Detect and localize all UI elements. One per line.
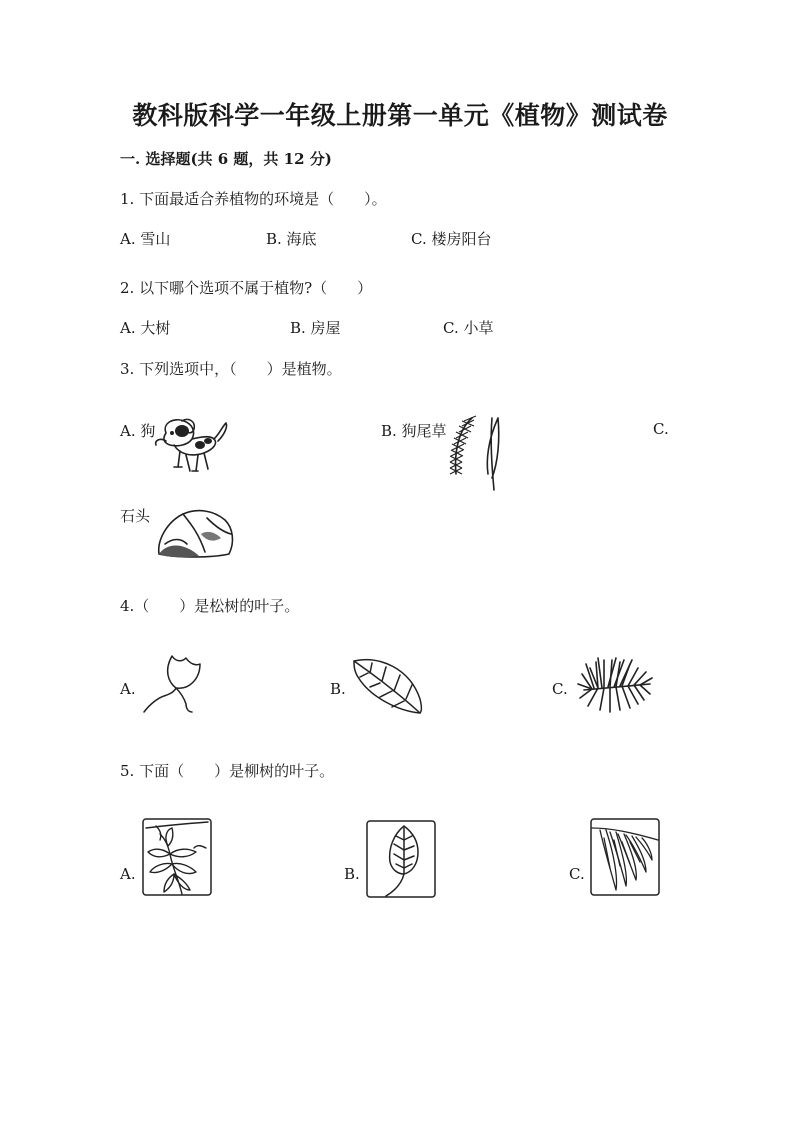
q4-option-c[interactable]: C. <box>552 680 568 698</box>
q5-option-b[interactable]: B. <box>344 865 360 883</box>
q1-option-c[interactable]: C. 楼房阳台 <box>411 230 492 248</box>
rock-image <box>155 504 235 560</box>
section-heading: 一. 选择题(共 6 题，共 12 分) <box>120 150 332 168</box>
q5-option-c[interactable]: C. <box>569 865 585 883</box>
question-5-stem: 5. 下面（ ）是柳树的叶子。 <box>120 762 335 780</box>
pine-needles-image <box>574 654 656 714</box>
willow-leaves-image <box>590 818 660 896</box>
q1-option-b[interactable]: B. 海底 <box>266 230 317 248</box>
q2-option-b[interactable]: B. 房屋 <box>290 319 341 337</box>
q2-option-c[interactable]: C. 小草 <box>443 319 494 337</box>
dog-image <box>152 415 234 477</box>
q3-option-b[interactable]: B. 狗尾草 <box>381 422 447 440</box>
q2-option-a[interactable]: A. 大树 <box>120 319 171 337</box>
page-title: 教科版科学一年级上册第一单元《植物》测试卷 <box>132 101 668 130</box>
compound-leaf-image <box>142 818 212 896</box>
ginkgo-leaf-image <box>140 652 214 716</box>
q4-option-a[interactable]: A. <box>120 680 136 698</box>
foxtail-grass-image <box>444 412 510 492</box>
single-leaf-image <box>366 820 436 898</box>
question-4-stem: 4.（ ）是松树的叶子。 <box>120 597 300 615</box>
q3-option-c-label[interactable]: 石头 <box>120 507 151 525</box>
q5-option-a[interactable]: A. <box>120 865 136 883</box>
q3-option-a[interactable]: A. 狗 <box>120 422 156 440</box>
question-3-stem: 3. 下列选项中，（ ）是植物。 <box>120 360 342 378</box>
question-1-stem: 1. 下面最适合养植物的环境是（ ）。 <box>120 190 387 208</box>
question-2-stem: 2. 以下哪个选项不属于植物?（ ） <box>120 279 373 297</box>
q3-option-c[interactable]: C. <box>653 420 669 438</box>
q1-option-a[interactable]: A. 雪山 <box>120 230 171 248</box>
oval-leaf-image <box>350 655 426 717</box>
q4-option-b[interactable]: B. <box>330 680 346 698</box>
